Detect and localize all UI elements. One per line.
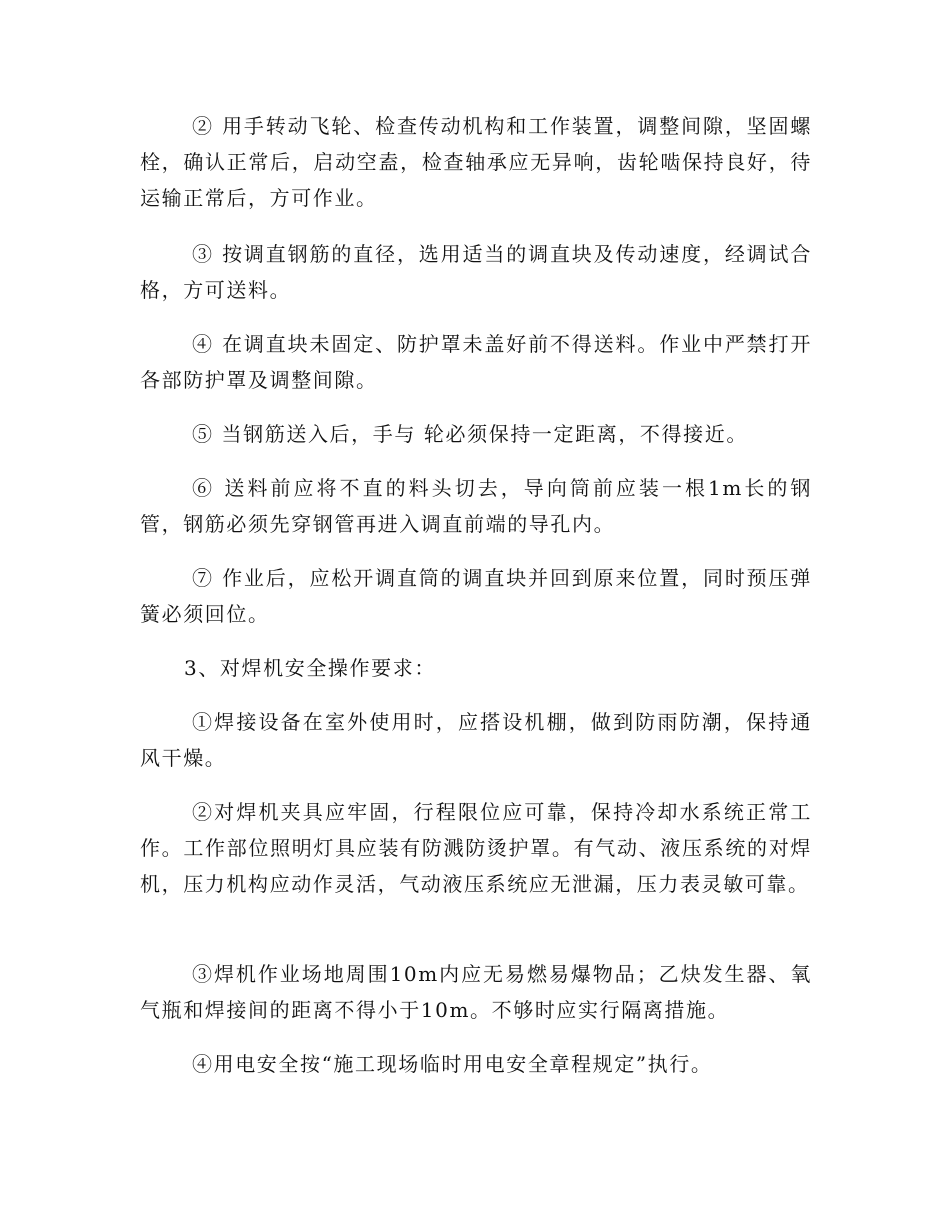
section-heading-butt-welder: 3、对焊机安全操作要求： — [184, 656, 436, 680]
paragraph-straightening-block: ③ 按调直钢筋的直径，选用适当的调直块及传动速度，经调试合格，方可送料。 — [140, 242, 812, 302]
paragraph-clamp-cooling: ②对焊机夹具应牢固，行程限位应可靠，保持冷却水系统正常工作。工作部位照明灯具应装有防溅防烫护罩。有气动、液压系统的对焊机，压力机构应动作灵活，气动液压系统应无泄漏，压力表灵敏可靠。 — [140, 800, 812, 896]
paragraph-after-operation: ⑦ 作业后，应松开调直筒的调直块并回到原来位置，同时预压弹簧必须回位。 — [140, 566, 812, 626]
paragraph-site-flammables: ③焊机作业场地周围10m内应无易燃易爆物品；乙炔发生器、氧气瓶和焊接间的距离不得小于10m。不够时应实行隔离措施。 — [140, 962, 812, 1022]
paragraph-flywheel-check: ② 用手转动飞轮、检查传动机构和工作装置，调整间隙，坚固螺栓，确认正常后，启动空盍，检查轴承应无异响，齿轮啮保持良好，待运输正常后，方可作业。 — [140, 114, 812, 210]
paragraph-welding-shed: ①焊接设备在室外使用时，应搭设机棚，做到防雨防潮，保持通风干燥。 — [140, 710, 812, 770]
paragraph-electrical-safety: ④用电安全按“施工现场临时用电安全章程规定”执行。 — [192, 1052, 713, 1076]
paragraph-hand-distance: ⑤ 当钢筋送入后，手与 轮必须保持一定距离，不得接近。 — [192, 422, 748, 446]
paragraph-feed-steel-pipe: ⑥ 送料前应将不直的料头切去，导向筒前应装一根1m长的钢管，钢筋必须先穿钢管再进入调直前端的导孔内。 — [140, 476, 812, 536]
paragraph-guard-cover: ④ 在调直块未固定、防护罩未盖好前不得送料。作业中严禁打开各部防护罩及调整间隙。 — [140, 332, 812, 392]
